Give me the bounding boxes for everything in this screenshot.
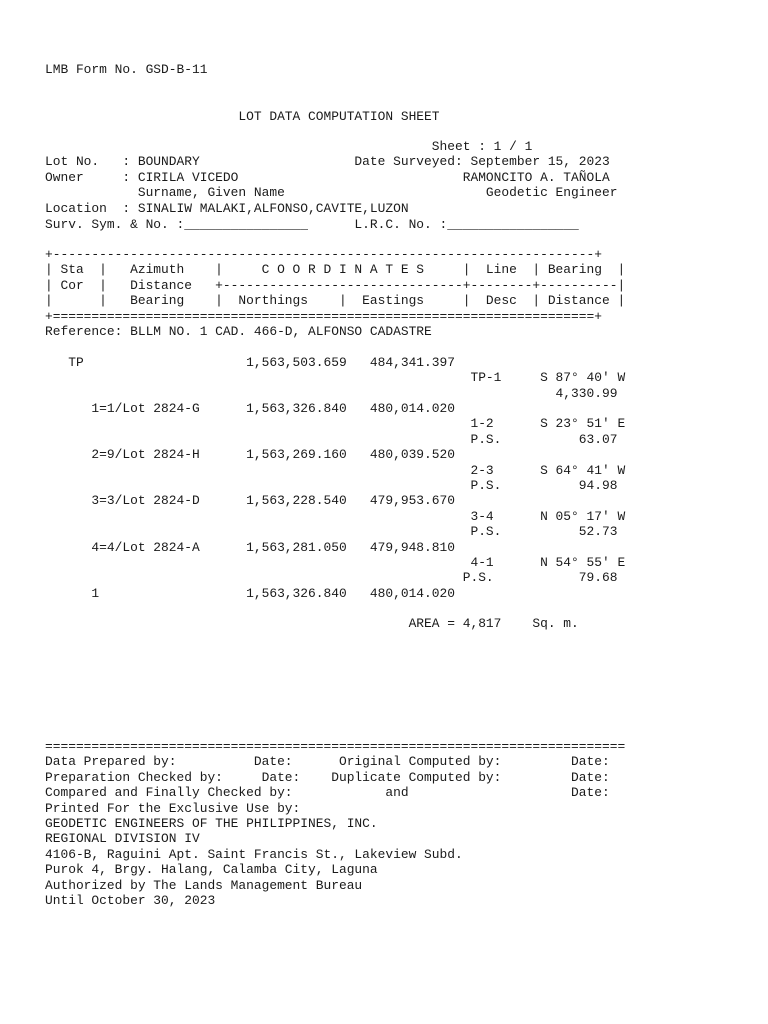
authorization-line: Authorized by The Lands Management Bureau [45, 878, 363, 893]
sheet-number: Sheet : 1 / 1 [45, 139, 533, 154]
validity-line: Until October 30, 2023 [45, 893, 216, 908]
table-header-row: | Sta | Azimuth | C O O R D I N A T E S | Line | Bearing | [45, 262, 626, 277]
station-row: 4=4/Lot 2824-A 1,563,281.050 479,948.810 [45, 540, 455, 555]
signature-line: Data Prepared by: Date: Original Computed by: Date: [45, 754, 610, 769]
station-row: 1 1,563,326.840 480,014.020 [45, 586, 455, 601]
location-line: Location : SINALIW MALAKI,ALFONSO,CAVITE,LUZON [45, 201, 409, 216]
survey-symbol-line: Surv. Sym. & No. :________________ L.R.C. No. :_________________ [45, 217, 579, 232]
table-header-row: | Cor | Distance +-------------------------------+--------+----------| [45, 278, 626, 293]
station-row: 1=1/Lot 2824-G 1,563,326.840 480,014.020 [45, 401, 455, 416]
signature-line: Preparation Checked by: Date: Duplicate Computed by: Date: [45, 770, 610, 785]
line-distance-row: P.S. 79.68 [45, 570, 618, 585]
line-bearing-row: 1-2 S 23° 51' E [45, 416, 626, 431]
station-row: TP 1,563,503.659 484,341.397 [45, 355, 455, 370]
station-row: 3=3/Lot 2824-D 1,563,228.540 479,953.670 [45, 493, 455, 508]
table-border-bottom: +======================================================================+ [45, 309, 602, 324]
footer-divider: =========================================================================== [45, 739, 626, 754]
form-number: LMB Form No. GSD-B-11 [45, 62, 208, 77]
lot-number-line: Lot No. : BOUNDARY Date Surveyed: September 15, 2023 [45, 154, 610, 169]
line-bearing-row: TP-1 S 87° 40' W [45, 370, 626, 385]
table-header-row: | | Bearing | Northings | Eastings | Desc | Distance | [45, 293, 626, 308]
line-distance-row: 4,330.99 [45, 386, 618, 401]
line-bearing-row: 2-3 S 64° 41' W [45, 463, 626, 478]
signature-line: Compared and Finally Checked by: and Date: [45, 785, 610, 800]
owner-line: Owner : CIRILA VICEDO RAMONCITO A. TAÑOLA [45, 170, 610, 185]
printed-for-line: Printed For the Exclusive Use by: [45, 801, 301, 816]
organization-name: GEODETIC ENGINEERS OF THE PHILIPPINES, INC. [45, 816, 378, 831]
owner-caption-line: Surname, Given Name Geodetic Engineer [45, 185, 618, 200]
line-distance-row: P.S. 52.73 [45, 524, 618, 539]
organization-address: 4106-B, Raguini Apt. Saint Francis St., Lakeview Subd. [45, 847, 463, 862]
sheet-title: LOT DATA COMPUTATION SHEET [45, 109, 440, 124]
line-bearing-row: 3-4 N 05° 17' W [45, 509, 626, 524]
area-total: AREA = 4,817 Sq. m. [45, 616, 579, 631]
table-border-top: +----------------------------------------------------------------------+ [45, 247, 602, 262]
line-distance-row: P.S. 63.07 [45, 432, 618, 447]
reference-line: Reference: BLLM NO. 1 CAD. 466-D, ALFONSO CADASTRE [45, 324, 432, 339]
station-row: 2=9/Lot 2824-H 1,563,269.160 480,039.520 [45, 447, 455, 462]
line-bearing-row: 4-1 N 54° 55' E [45, 555, 626, 570]
organization-division: REGIONAL DIVISION IV [45, 831, 200, 846]
line-distance-row: P.S. 94.98 [45, 478, 618, 493]
organization-address: Purok 4, Brgy. Halang, Calamba City, Laguna [45, 862, 378, 877]
